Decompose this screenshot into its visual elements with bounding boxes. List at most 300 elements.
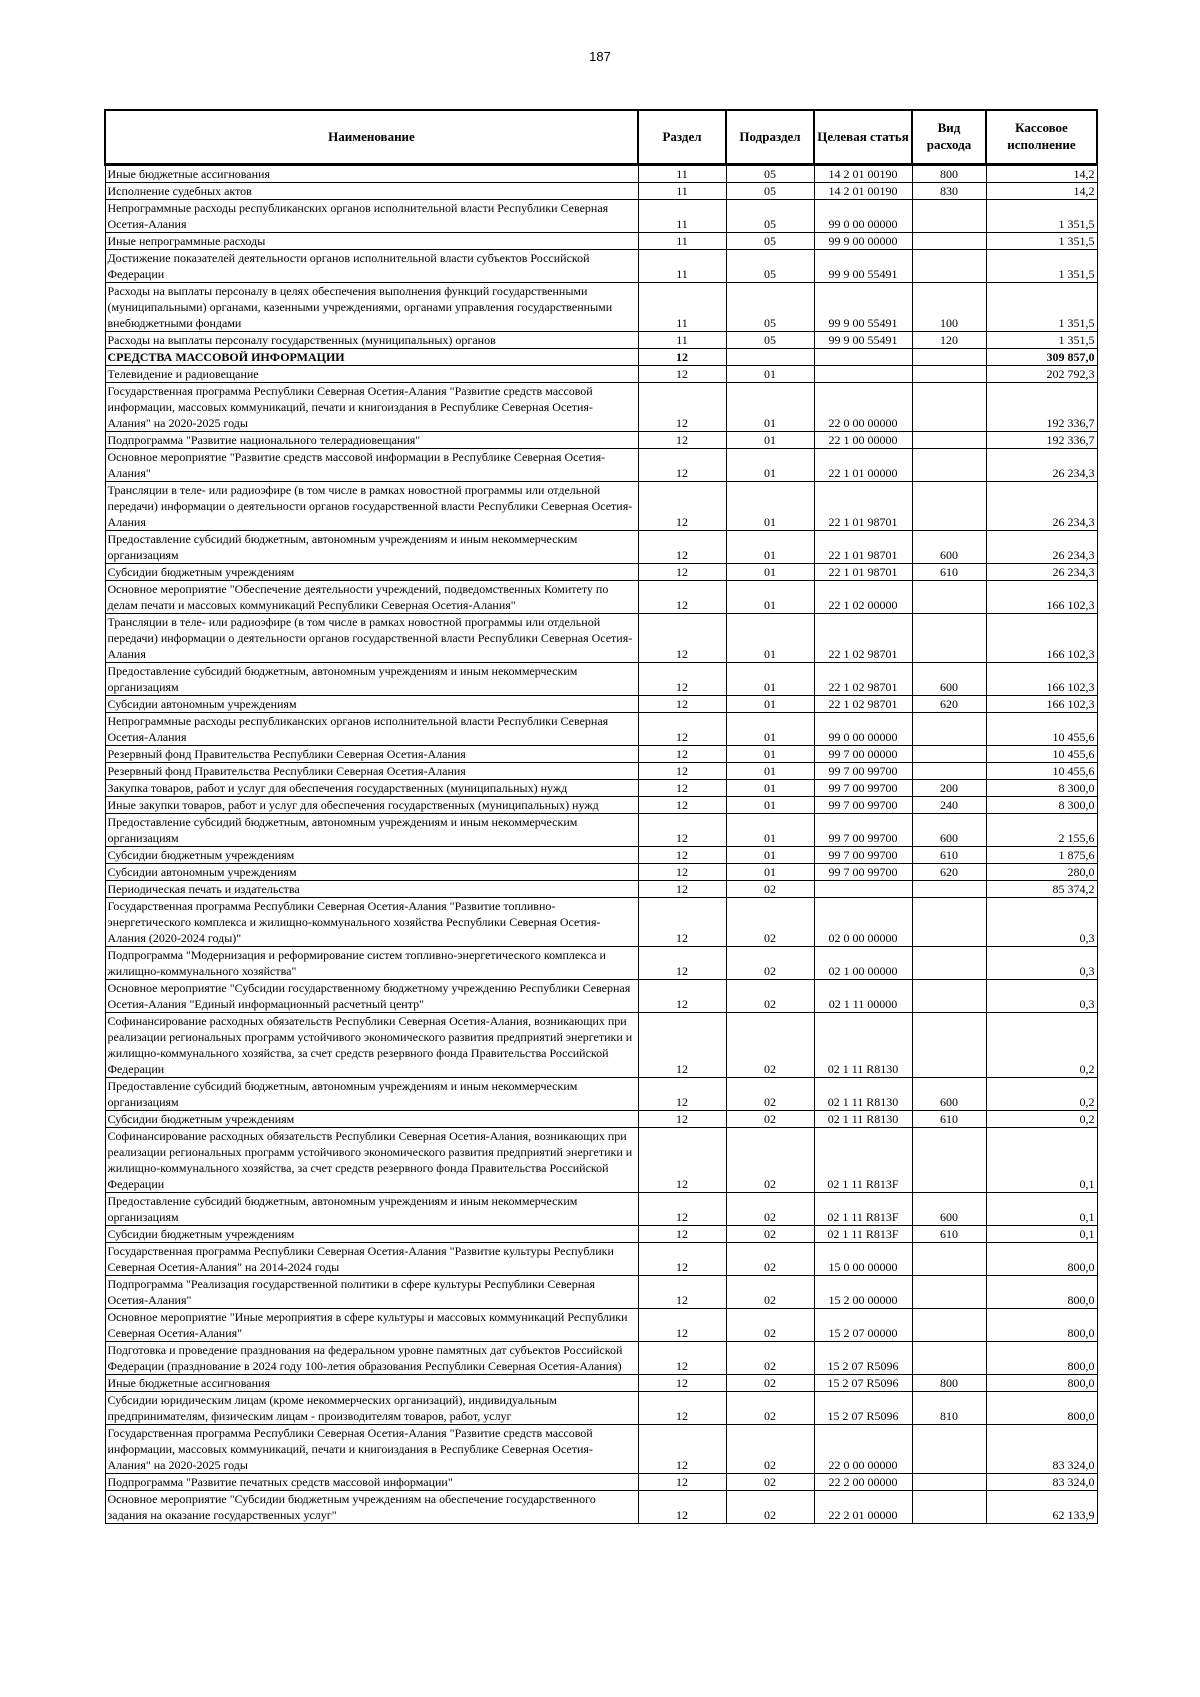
cell-target-article: 99 7 00 99700 xyxy=(814,780,912,797)
table-row xyxy=(105,449,1097,482)
cell-expense-type xyxy=(912,947,986,980)
cell-target-article: 02 1 11 R813F xyxy=(814,1226,912,1243)
cell-section: 12 xyxy=(638,713,726,746)
cell-name: Основное мероприятие "Обеспечение деятельности учреждений, подведомственных Комитету по делам печати и массовых коммуникаций Республики Северная Осетия-Алания" xyxy=(105,581,638,614)
cell-target-article: 15 2 07 00000 xyxy=(814,1309,912,1342)
cell-name: Подпрограмма "Развитие национального телерадиовещания" xyxy=(105,432,638,449)
cell-target-article: 02 1 11 R8130 xyxy=(814,1111,912,1128)
cell-expense-type xyxy=(912,1474,986,1491)
cell-section: 12 xyxy=(638,947,726,980)
cell-expense-type xyxy=(912,250,986,283)
cell-name: Предоставление субсидий бюджетным, автономным учреждениям и иным некоммерческим организациям xyxy=(105,663,638,696)
cell-cash-execution: 10 455,6 xyxy=(986,713,1097,746)
cell-cash-execution: 1 351,5 xyxy=(986,332,1097,349)
cell-subsection: 02 xyxy=(726,1193,814,1226)
cell-expense-type xyxy=(912,881,986,898)
cell-expense-type xyxy=(912,432,986,449)
table-row xyxy=(105,1193,1097,1226)
cell-cash-execution: 309 857,0 xyxy=(986,349,1097,366)
table-row xyxy=(105,1078,1097,1111)
table-row xyxy=(105,432,1097,449)
cell-cash-execution: 800,0 xyxy=(986,1342,1097,1375)
cell-name: Государственная программа Республики Северная Осетия-Алания "Развитие топливно-энергетического комплекса и жилищно-коммунального хозяйства Республики Северная Осетия-Алания (2020-2024 годы)" xyxy=(105,898,638,947)
cell-target-article: 99 9 00 55491 xyxy=(814,283,912,332)
cell-target-article: 22 1 01 98701 xyxy=(814,564,912,581)
cell-expense-type xyxy=(912,1276,986,1309)
cell-section: 12 xyxy=(638,1226,726,1243)
cell-expense-type xyxy=(912,482,986,531)
table-row xyxy=(105,1226,1097,1243)
cell-name: Субсидии бюджетным учреждениям xyxy=(105,1226,638,1243)
cell-target-article: 99 7 00 99700 xyxy=(814,797,912,814)
cell-subsection: 02 xyxy=(726,1226,814,1243)
cell-expense-type xyxy=(912,581,986,614)
cell-cash-execution: 0,1 xyxy=(986,1128,1097,1193)
cell-subsection: 01 xyxy=(726,432,814,449)
cell-cash-execution: 0,2 xyxy=(986,1111,1097,1128)
table-row xyxy=(105,1013,1097,1078)
cell-section: 12 xyxy=(638,1276,726,1309)
cell-cash-execution: 800,0 xyxy=(986,1375,1097,1392)
cell-section: 12 xyxy=(638,696,726,713)
cell-cash-execution: 8 300,0 xyxy=(986,780,1097,797)
cell-subsection: 01 xyxy=(726,614,814,663)
cell-target-article: 99 7 00 99700 xyxy=(814,864,912,881)
cell-cash-execution: 83 324,0 xyxy=(986,1425,1097,1474)
cell-target-article: 22 2 00 00000 xyxy=(814,1474,912,1491)
cell-cash-execution: 800,0 xyxy=(986,1243,1097,1276)
table-row xyxy=(105,797,1097,814)
cell-expense-type: 830 xyxy=(912,183,986,200)
cell-name: Предоставление субсидий бюджетным, автономным учреждениям и иным некоммерческим организациям xyxy=(105,1193,638,1226)
cell-cash-execution: 10 455,6 xyxy=(986,746,1097,763)
cell-cash-execution: 10 455,6 xyxy=(986,763,1097,780)
cell-expense-type xyxy=(912,1128,986,1193)
cell-subsection: 05 xyxy=(726,250,814,283)
cell-section: 12 xyxy=(638,780,726,797)
cell-target-article: 15 2 07 R5096 xyxy=(814,1342,912,1375)
cell-section: 12 xyxy=(638,797,726,814)
cell-name: Подпрограмма "Реализация государственной политики в сфере культуры Республики Северная Осетия-Алания" xyxy=(105,1276,638,1309)
cell-expense-type: 600 xyxy=(912,1078,986,1111)
cell-section: 12 xyxy=(638,1128,726,1193)
cell-name: Предоставление субсидий бюджетным, автономным учреждениям и иным некоммерческим организациям xyxy=(105,531,638,564)
cell-target-article: 99 7 00 99700 xyxy=(814,763,912,780)
cell-subsection: 02 xyxy=(726,1276,814,1309)
cell-expense-type xyxy=(912,233,986,250)
cell-subsection: 05 xyxy=(726,200,814,233)
cell-name: Подготовка и проведение празднования на федеральном уровне памятных дат субъектов Российской Федерации (празднование в 2024 году 100-летия образования Республики Северная Осетия-Алания) xyxy=(105,1342,638,1375)
cell-target-article: 02 1 11 R813F xyxy=(814,1193,912,1226)
cell-expense-type: 240 xyxy=(912,797,986,814)
cell-expense-type xyxy=(912,713,986,746)
cell-target-article: 14 2 01 00190 xyxy=(814,165,912,183)
table-row xyxy=(105,780,1097,797)
cell-section: 12 xyxy=(638,864,726,881)
cell-target-article: 22 1 02 00000 xyxy=(814,581,912,614)
cell-target-article: 22 1 02 98701 xyxy=(814,614,912,663)
header-name: Наименование xyxy=(105,110,638,165)
cell-name: Непрограммные расходы республиканских органов исполнительной власти Республики Северная Осетия-Алания xyxy=(105,713,638,746)
cell-section: 12 xyxy=(638,898,726,947)
cell-target-article: 99 9 00 55491 xyxy=(814,332,912,349)
cell-expense-type xyxy=(912,449,986,482)
cell-subsection: 02 xyxy=(726,1392,814,1425)
cell-expense-type: 610 xyxy=(912,1226,986,1243)
cell-expense-type xyxy=(912,366,986,383)
cell-section: 12 xyxy=(638,1425,726,1474)
cell-section: 12 xyxy=(638,847,726,864)
cell-name: Расходы на выплаты персоналу государственных (муниципальных) органов xyxy=(105,332,638,349)
table-row xyxy=(105,581,1097,614)
table-row xyxy=(105,200,1097,233)
cell-section: 12 xyxy=(638,614,726,663)
table-row xyxy=(105,482,1097,531)
cell-cash-execution: 166 102,3 xyxy=(986,614,1097,663)
cell-cash-execution: 800,0 xyxy=(986,1392,1097,1425)
cell-section: 12 xyxy=(638,1474,726,1491)
cell-name: Трансляции в теле- или радиоэфире (в том числе в рамках новостной программы или отдельной передачи) информации о деятельности органов государственной власти Республики Северная Осетия-Алания xyxy=(105,614,638,663)
table-row xyxy=(105,898,1097,947)
table-row xyxy=(105,233,1097,250)
cell-subsection: 01 xyxy=(726,449,814,482)
cell-cash-execution: 166 102,3 xyxy=(986,581,1097,614)
cell-expense-type: 610 xyxy=(912,1111,986,1128)
cell-cash-execution: 0,2 xyxy=(986,1078,1097,1111)
cell-subsection: 05 xyxy=(726,183,814,200)
table-row xyxy=(105,564,1097,581)
cell-section: 11 xyxy=(638,283,726,332)
cell-target-article xyxy=(814,349,912,366)
cell-target-article: 02 1 11 R8130 xyxy=(814,1013,912,1078)
cell-name: Непрограммные расходы республиканских органов исполнительной власти Республики Северная Осетия-Алания xyxy=(105,200,638,233)
cell-name: Подпрограмма "Развитие печатных средств массовой информации" xyxy=(105,1474,638,1491)
page-number: 187 xyxy=(589,49,611,64)
cell-expense-type xyxy=(912,1342,986,1375)
cell-expense-type: 620 xyxy=(912,696,986,713)
cell-subsection: 01 xyxy=(726,763,814,780)
cell-subsection: 01 xyxy=(726,383,814,432)
cell-target-article: 99 7 00 00000 xyxy=(814,746,912,763)
cell-target-article: 22 1 02 98701 xyxy=(814,696,912,713)
cell-section: 12 xyxy=(638,482,726,531)
cell-cash-execution: 26 234,3 xyxy=(986,482,1097,531)
cell-target-article: 22 0 00 00000 xyxy=(814,383,912,432)
cell-name: Телевидение и радиовещание xyxy=(105,366,638,383)
table-row xyxy=(105,183,1097,200)
cell-target-article: 14 2 01 00190 xyxy=(814,183,912,200)
cell-section: 12 xyxy=(638,814,726,847)
cell-name: Иные закупки товаров, работ и услуг для обеспечения государственных (муниципальных) нужд xyxy=(105,797,638,814)
cell-subsection: 02 xyxy=(726,1078,814,1111)
cell-section: 12 xyxy=(638,432,726,449)
table-row xyxy=(105,1309,1097,1342)
cell-target-article: 99 7 00 99700 xyxy=(814,847,912,864)
cell-subsection: 01 xyxy=(726,531,814,564)
cell-section: 12 xyxy=(638,746,726,763)
cell-subsection xyxy=(726,349,814,366)
cell-cash-execution: 26 234,3 xyxy=(986,564,1097,581)
cell-expense-type: 610 xyxy=(912,847,986,864)
cell-section: 12 xyxy=(638,449,726,482)
table-header-row xyxy=(105,110,1097,165)
cell-cash-execution: 85 374,2 xyxy=(986,881,1097,898)
cell-subsection: 01 xyxy=(726,847,814,864)
table-row xyxy=(105,763,1097,780)
cell-subsection: 05 xyxy=(726,233,814,250)
cell-name: Субсидии юридическим лицам (кроме некоммерческих организаций), индивидуальным предпринимателям, физическим лицам - производителям товаров, работ, услуг xyxy=(105,1392,638,1425)
cell-cash-execution: 800,0 xyxy=(986,1309,1097,1342)
cell-expense-type xyxy=(912,1013,986,1078)
cell-expense-type: 600 xyxy=(912,814,986,847)
cell-cash-execution: 0,2 xyxy=(986,1013,1097,1078)
cell-section: 12 xyxy=(638,1193,726,1226)
cell-cash-execution: 26 234,3 xyxy=(986,449,1097,482)
cell-section: 12 xyxy=(638,383,726,432)
cell-cash-execution: 192 336,7 xyxy=(986,432,1097,449)
cell-subsection: 01 xyxy=(726,581,814,614)
cell-subsection: 02 xyxy=(726,1474,814,1491)
cell-target-article: 02 1 11 00000 xyxy=(814,980,912,1013)
cell-target-article: 22 0 00 00000 xyxy=(814,1425,912,1474)
cell-cash-execution: 202 792,3 xyxy=(986,366,1097,383)
cell-section: 12 xyxy=(638,366,726,383)
cell-name: Субсидии автономным учреждениям xyxy=(105,864,638,881)
table-row xyxy=(105,746,1097,763)
cell-target-article xyxy=(814,881,912,898)
cell-section: 12 xyxy=(638,663,726,696)
cell-cash-execution: 26 234,3 xyxy=(986,531,1097,564)
cell-expense-type: 100 xyxy=(912,283,986,332)
table-row xyxy=(105,696,1097,713)
cell-subsection: 01 xyxy=(726,864,814,881)
cell-subsection: 01 xyxy=(726,713,814,746)
cell-subsection: 01 xyxy=(726,746,814,763)
cell-cash-execution: 62 133,9 xyxy=(986,1491,1097,1524)
cell-name: Софинансирование расходных обязательств Республики Северная Осетия-Алания, возникающих при реализации региональных программ устойчивого экономического развития предприятий энергетики и жилищно-коммунального хозяйства, за счет средств резервного фонда Правительства Российской Федерации xyxy=(105,1013,638,1078)
cell-cash-execution: 280,0 xyxy=(986,864,1097,881)
cell-expense-type: 810 xyxy=(912,1392,986,1425)
table-row xyxy=(105,947,1097,980)
cell-section: 11 xyxy=(638,233,726,250)
cell-subsection: 05 xyxy=(726,332,814,349)
cell-cash-execution: 1 351,5 xyxy=(986,250,1097,283)
table-row xyxy=(105,332,1097,349)
cell-name: Достижение показателей деятельности органов исполнительной власти субъектов Российской Федерации xyxy=(105,250,638,283)
cell-subsection: 02 xyxy=(726,1425,814,1474)
cell-section: 12 xyxy=(638,1111,726,1128)
cell-name: Основное мероприятие "Иные мероприятия в сфере культуры и массовых коммуникаций Республики Северная Осетия-Алания" xyxy=(105,1309,638,1342)
cell-subsection: 02 xyxy=(726,881,814,898)
cell-cash-execution: 166 102,3 xyxy=(986,696,1097,713)
cell-subsection: 02 xyxy=(726,1342,814,1375)
cell-expense-type xyxy=(912,1425,986,1474)
cell-target-article: 22 1 01 00000 xyxy=(814,449,912,482)
cell-section: 12 xyxy=(638,881,726,898)
cell-expense-type: 600 xyxy=(912,1193,986,1226)
cell-expense-type xyxy=(912,1243,986,1276)
cell-section: 12 xyxy=(638,1375,726,1392)
cell-name: Исполнение судебных актов xyxy=(105,183,638,200)
cell-cash-execution: 8 300,0 xyxy=(986,797,1097,814)
cell-expense-type: 120 xyxy=(912,332,986,349)
cell-name: Закупка товаров, работ и услуг для обеспечения государственных (муниципальных) нужд xyxy=(105,780,638,797)
cell-cash-execution: 800,0 xyxy=(986,1276,1097,1309)
cell-name: Государственная программа Республики Северная Осетия-Алания "Развитие средств массовой информации, массовых коммуникаций, печати и книгоиздания в Республике Северная Осетия-Алания" на 2020-2025 годы xyxy=(105,1425,638,1474)
cell-expense-type: 600 xyxy=(912,531,986,564)
budget-table xyxy=(104,109,1098,1524)
cell-target-article: 99 7 00 99700 xyxy=(814,814,912,847)
cell-target-article: 99 0 00 00000 xyxy=(814,200,912,233)
table-row xyxy=(105,1375,1097,1392)
cell-section: 12 xyxy=(638,980,726,1013)
table-row xyxy=(105,864,1097,881)
cell-section: 12 xyxy=(638,1342,726,1375)
cell-target-article: 02 1 00 00000 xyxy=(814,947,912,980)
cell-name: Субсидии бюджетным учреждениям xyxy=(105,847,638,864)
cell-target-article: 22 1 01 98701 xyxy=(814,482,912,531)
cell-cash-execution: 1 351,5 xyxy=(986,200,1097,233)
table-row xyxy=(105,980,1097,1013)
cell-target-article xyxy=(814,366,912,383)
cell-section: 12 xyxy=(638,1243,726,1276)
cell-cash-execution: 0,3 xyxy=(986,980,1097,1013)
cell-name: Периодическая печать и издательства xyxy=(105,881,638,898)
cell-cash-execution: 192 336,7 xyxy=(986,383,1097,432)
cell-section: 11 xyxy=(638,200,726,233)
cell-target-article: 22 1 02 98701 xyxy=(814,663,912,696)
cell-subsection: 01 xyxy=(726,814,814,847)
cell-subsection: 02 xyxy=(726,1491,814,1524)
table-row xyxy=(105,1425,1097,1474)
cell-subsection: 02 xyxy=(726,1309,814,1342)
cell-expense-type: 620 xyxy=(912,864,986,881)
cell-expense-type xyxy=(912,898,986,947)
cell-expense-type: 600 xyxy=(912,663,986,696)
cell-name: Резервный фонд Правительства Республики Северная Осетия-Алания xyxy=(105,746,638,763)
cell-section: 12 xyxy=(638,1491,726,1524)
cell-name: Расходы на выплаты персоналу в целях обеспечения выполнения функций государственными (муниципальными) органами, казенными учреждениями, органами управления государственными внебюджетными фондами xyxy=(105,283,638,332)
cell-name: Подпрограмма "Модернизация и реформирование систем топливно-энергетического комплекса и жилищно-коммунального хозяйства" xyxy=(105,947,638,980)
cell-section: 12 xyxy=(638,581,726,614)
cell-section: 12 xyxy=(638,349,726,366)
cell-name: Иные бюджетные ассигнования xyxy=(105,165,638,183)
cell-expense-type xyxy=(912,980,986,1013)
table-row xyxy=(105,349,1097,366)
table-row xyxy=(105,1392,1097,1425)
table-row xyxy=(105,881,1097,898)
cell-target-article: 99 9 00 55491 xyxy=(814,250,912,283)
cell-subsection: 01 xyxy=(726,696,814,713)
cell-subsection: 05 xyxy=(726,283,814,332)
header-subsection: Подраздел xyxy=(726,110,814,165)
header-expense-type: Вид расхода xyxy=(912,110,986,165)
cell-name: Основное мероприятие "Субсидии государственному бюджетному учреждению Республики Северная Осетия-Алания "Единый информационный расчетный центр" xyxy=(105,980,638,1013)
cell-subsection: 02 xyxy=(726,1128,814,1193)
cell-expense-type: 800 xyxy=(912,1375,986,1392)
cell-cash-execution: 166 102,3 xyxy=(986,663,1097,696)
cell-target-article: 22 1 00 00000 xyxy=(814,432,912,449)
cell-cash-execution: 0,1 xyxy=(986,1226,1097,1243)
cell-target-article: 02 1 11 R8130 xyxy=(814,1078,912,1111)
cell-cash-execution: 14,2 xyxy=(986,165,1097,183)
table-row xyxy=(105,1243,1097,1276)
cell-cash-execution: 1 351,5 xyxy=(986,233,1097,250)
cell-target-article: 99 0 00 00000 xyxy=(814,713,912,746)
cell-cash-execution: 0,3 xyxy=(986,898,1097,947)
cell-expense-type xyxy=(912,200,986,233)
cell-subsection: 01 xyxy=(726,564,814,581)
cell-name: Иные непрограммные расходы xyxy=(105,233,638,250)
cell-expense-type: 800 xyxy=(912,165,986,183)
cell-name: Субсидии бюджетным учреждениям xyxy=(105,564,638,581)
header-cash-execution: Кассовое исполнение xyxy=(986,110,1097,165)
cell-section: 12 xyxy=(638,531,726,564)
cell-expense-type xyxy=(912,383,986,432)
cell-cash-execution: 1 875,6 xyxy=(986,847,1097,864)
cell-expense-type xyxy=(912,349,986,366)
cell-section: 12 xyxy=(638,763,726,780)
cell-subsection: 02 xyxy=(726,980,814,1013)
cell-target-article: 15 2 00 00000 xyxy=(814,1276,912,1309)
cell-subsection: 01 xyxy=(726,780,814,797)
table-row xyxy=(105,1276,1097,1309)
cell-target-article: 99 9 00 00000 xyxy=(814,233,912,250)
table-row xyxy=(105,614,1097,663)
cell-section: 11 xyxy=(638,165,726,183)
cell-subsection: 02 xyxy=(726,1013,814,1078)
table-row xyxy=(105,531,1097,564)
cell-name: Иные бюджетные ассигнования xyxy=(105,1375,638,1392)
cell-name: Государственная программа Республики Северная Осетия-Алания "Развитие средств массовой информации, массовых коммуникаций, печати и книгоиздания в Республике Северная Осетия-Алания" на 2020-2025 годы xyxy=(105,383,638,432)
table-row xyxy=(105,1491,1097,1524)
cell-expense-type xyxy=(912,1491,986,1524)
cell-subsection: 02 xyxy=(726,1111,814,1128)
cell-target-article: 15 0 00 00000 xyxy=(814,1243,912,1276)
cell-section: 12 xyxy=(638,1309,726,1342)
cell-name: СРЕДСТВА МАССОВОЙ ИНФОРМАЦИИ xyxy=(105,349,638,366)
cell-cash-execution: 0,3 xyxy=(986,947,1097,980)
cell-expense-type: 200 xyxy=(912,780,986,797)
table-row xyxy=(105,1128,1097,1193)
cell-expense-type xyxy=(912,1309,986,1342)
table-row xyxy=(105,847,1097,864)
cell-target-article: 22 2 01 00000 xyxy=(814,1491,912,1524)
table-body xyxy=(105,165,1097,1524)
table-row xyxy=(105,814,1097,847)
table-row xyxy=(105,283,1097,332)
cell-subsection: 01 xyxy=(726,482,814,531)
cell-name: Субсидии автономным учреждениям xyxy=(105,696,638,713)
table-row xyxy=(105,713,1097,746)
header-target-article: Целевая статья xyxy=(814,110,912,165)
cell-name: Субсидии бюджетным учреждениям xyxy=(105,1111,638,1128)
cell-name: Предоставление субсидий бюджетным, автономным учреждениям и иным некоммерческим организациям xyxy=(105,1078,638,1111)
cell-target-article: 22 1 01 98701 xyxy=(814,531,912,564)
cell-name: Основное мероприятие "Субсидии бюджетным учреждениям на обеспечение государственного задания на оказание государственных услуг" xyxy=(105,1491,638,1524)
cell-expense-type xyxy=(912,763,986,780)
cell-target-article: 02 0 00 00000 xyxy=(814,898,912,947)
cell-subsection: 01 xyxy=(726,366,814,383)
cell-section: 12 xyxy=(638,1392,726,1425)
cell-name: Трансляции в теле- или радиоэфире (в том числе в рамках новостной программы или отдельной передачи) информации о деятельности органов государственной власти Республики Северная Осетия-Алания xyxy=(105,482,638,531)
cell-section: 11 xyxy=(638,183,726,200)
table-row xyxy=(105,663,1097,696)
cell-name: Предоставление субсидий бюджетным, автономным учреждениям и иным некоммерческим организациям xyxy=(105,814,638,847)
table-row xyxy=(105,366,1097,383)
table-row xyxy=(105,250,1097,283)
cell-section: 12 xyxy=(638,564,726,581)
